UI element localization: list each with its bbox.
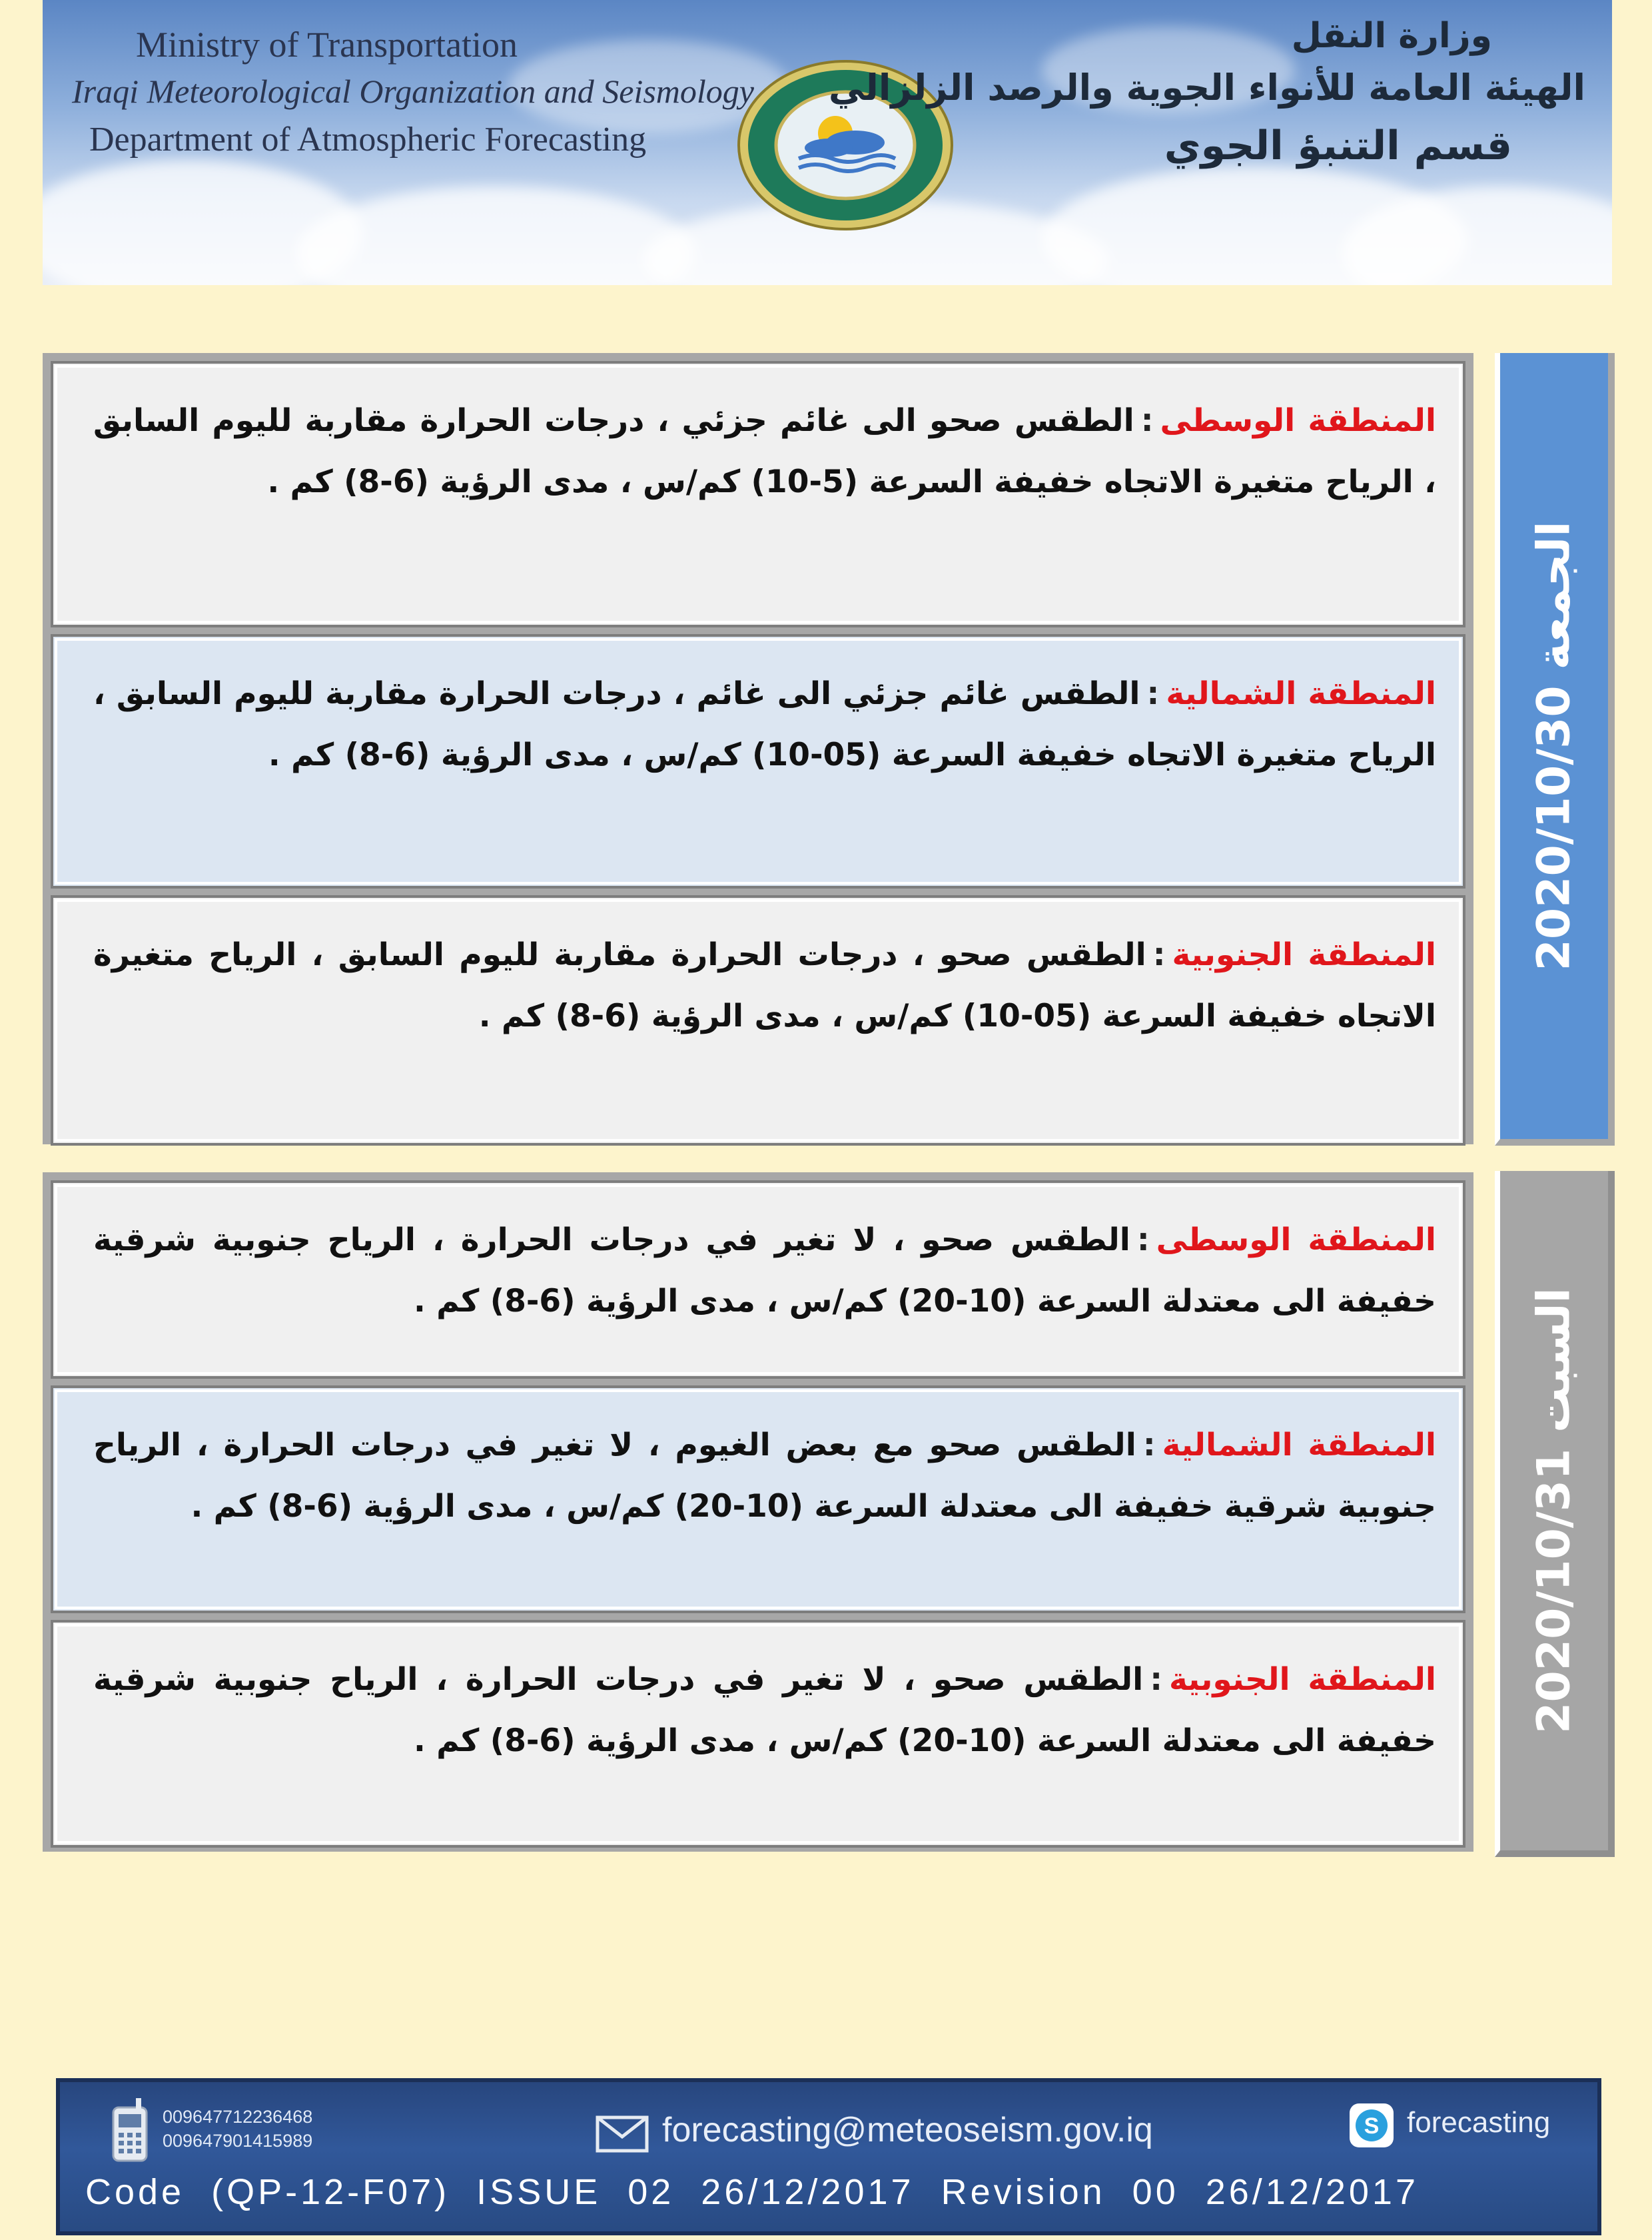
day1-forecast-panel: [43, 353, 1473, 1144]
email-address[interactable]: forecasting@meteoseism.gov.iq: [662, 2111, 1153, 2149]
header-banner: [43, 0, 1612, 285]
day2-forecast-panel: [43, 1172, 1473, 1852]
phone-number-1[interactable]: 009647712236468: [163, 2107, 313, 2127]
region-forecast-text: الطقس غائم جزئي الى غائم ، درجات الحرارة مقاربة لليوم السابق ، الرياح متغيرة الاتجاه خفيفة السرعة (05-10) كم/س ، مدى الرؤية (6-8) كم .: [93, 675, 1436, 773]
region-forecast-text: الطقس صحو مع بعض الغيوم ، لا تغير في درجات الحرارة ، الرياح جنوبية شرقية خفيفة الى معتدلة السرعة (10-20) كم/س ، مدى الرؤية (6-8) كم .: [93, 1427, 1436, 1525]
region-name: المنطقة الوسطى: [1160, 402, 1437, 439]
region-separator: :: [1136, 1222, 1150, 1258]
phone-number-2[interactable]: 009647901415989: [163, 2131, 313, 2151]
header-organization-ar: الهيئة العامة للأنواء الجوية والرصد الزلزالي: [828, 67, 1585, 109]
day1-northern-region: [51, 634, 1465, 889]
region-separator: :: [1150, 1661, 1163, 1698]
day1-southern-region: [51, 895, 1465, 1146]
day2-date-tab: [1495, 1171, 1615, 1857]
phone-icon: [109, 2098, 152, 2162]
phone-numbers: [163, 2105, 312, 2153]
skype-handle[interactable]: forecasting: [1407, 2106, 1551, 2139]
header-department-ar: قسم التنبؤ الجوي: [1164, 123, 1512, 169]
region-separator: :: [1152, 936, 1166, 973]
header-ministry-en: Ministry of Transportation: [136, 25, 518, 65]
region-name: المنطقة الشمالية: [1162, 1427, 1436, 1463]
header-organization-en: Iraqi Meteorological Organization and Seismology: [72, 73, 754, 110]
day2-central-region: [51, 1180, 1465, 1379]
day1-date-tab: [1495, 353, 1615, 1146]
region-separator: :: [1142, 1427, 1156, 1463]
skype-icon: [1348, 2102, 1395, 2149]
document-code-line: Code (QP-12-F07) ISSUE 02 26/12/2017 Revision 00 26/12/2017: [85, 2172, 1419, 2212]
day1-date-label: الجمعة 2020/10/30: [1527, 521, 1581, 971]
day2-southern-region: [51, 1620, 1465, 1848]
day1-central-region: [51, 361, 1465, 627]
region-separator: :: [1140, 402, 1154, 439]
day2-northern-region: [51, 1385, 1465, 1613]
region-name: المنطقة الشمالية: [1166, 675, 1436, 712]
region-forecast-text: الطقس صحو ، لا تغير في درجات الحرارة ، الرياح جنوبية شرقية خفيفة الى معتدلة السرعة (10-20) كم/س ، مدى الرؤية (6-8) كم .: [93, 1222, 1436, 1319]
region-forecast-text: الطقس صحو الى غائم جزئي ، درجات الحرارة مقاربة لليوم السابق ، الرياح متغيرة الاتجاه خفيفة السرعة (5-10) كم/س ، مدى الرؤية (6-8) كم .: [93, 402, 1436, 500]
region-separator: :: [1146, 675, 1160, 712]
footer-contact-bar: [56, 2078, 1601, 2235]
email-icon: [596, 2115, 649, 2153]
header-department-en: Department of Atmospheric Forecasting: [89, 121, 647, 159]
header-ministry-ar: وزارة النقل: [1291, 16, 1492, 56]
region-name: المنطقة الجنوبية: [1172, 936, 1436, 973]
region-forecast-text: الطقس صحو ، لا تغير في درجات الحرارة ، الرياح جنوبية شرقية خفيفة الى معتدلة السرعة (10-20) كم/س ، مدى الرؤية (6-8) كم .: [93, 1661, 1436, 1759]
region-name: المنطقة الجنوبية: [1169, 1661, 1436, 1698]
region-forecast-text: الطقس صحو ، درجات الحرارة مقاربة لليوم السابق ، الرياح متغيرة الاتجاه خفيفة السرعة (05-10) كم/س ، مدى الرؤية (6-8) كم .: [93, 936, 1436, 1034]
day2-date-label: السبت 2020/10/31: [1527, 1288, 1581, 1734]
svg-text:S: S: [1364, 2113, 1380, 2139]
region-name: المنطقة الوسطى: [1156, 1222, 1437, 1258]
